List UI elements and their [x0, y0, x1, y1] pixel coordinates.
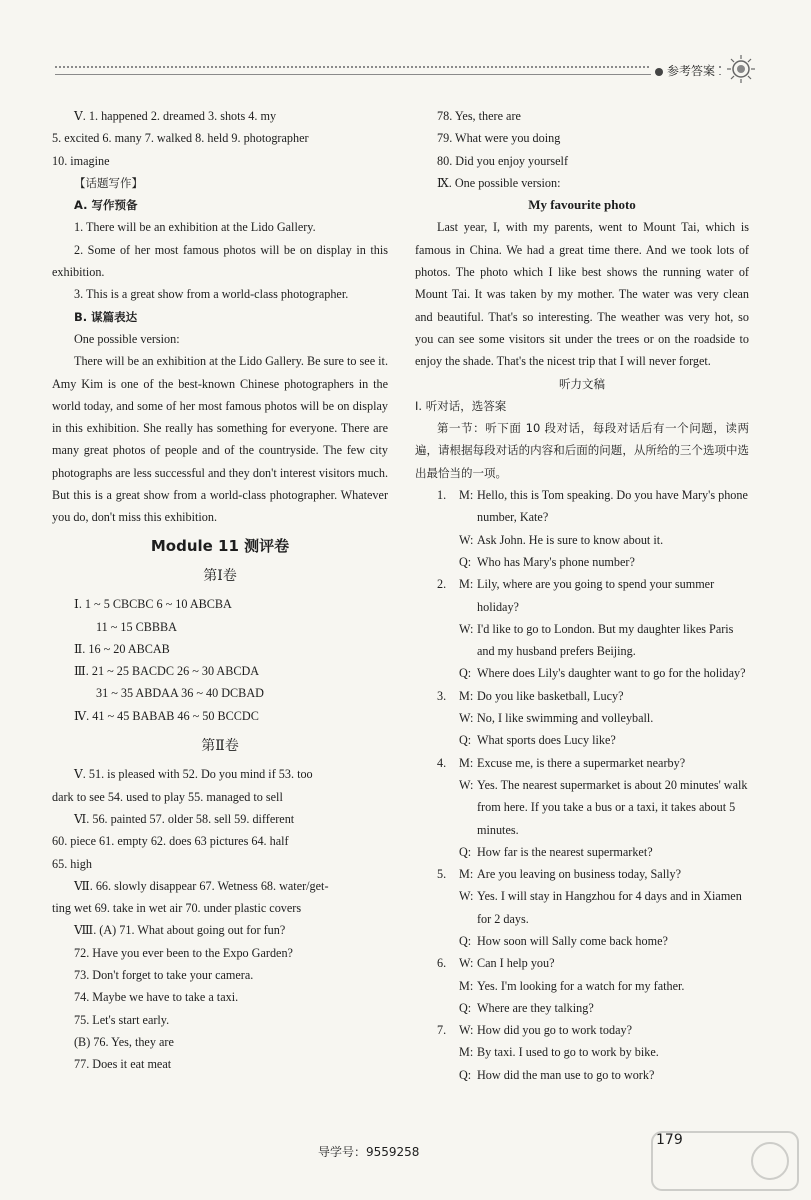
- dialogue-number: [437, 885, 459, 930]
- dialogue-line: [415, 1064, 749, 1086]
- volume-2-title: 第Ⅱ卷: [201, 738, 239, 755]
- prep-item: 3. This is a great show from a world-class photographer.: [74, 287, 349, 302]
- speaker-label: Q:: [459, 1067, 472, 1082]
- dialogue-number: [437, 774, 459, 841]
- answer-line: Ⅲ. 21 ~ 25 BACDC 26 ~ 30 ABCDA: [74, 664, 260, 679]
- right-column: [415, 105, 749, 1086]
- speaker-label: W:: [459, 889, 474, 904]
- volume-1-title: 第Ⅰ卷: [203, 567, 237, 584]
- dialogue-text: Where are they talking?: [477, 1000, 594, 1015]
- dialogue-line: [415, 841, 749, 863]
- dialogue-number: [437, 551, 459, 573]
- answer-line: 5. excited 6. many 7. walked 8. held 9. photographer: [52, 131, 309, 146]
- dialogue-number: 4.: [437, 755, 447, 770]
- speaker-label: W:: [459, 532, 474, 547]
- answer-line: 73. Don't forget to take your camera.: [74, 967, 254, 982]
- dialogue-number: [437, 662, 459, 684]
- dialogue-line: [415, 573, 749, 618]
- dialogue-line: [415, 618, 749, 663]
- speaker-label: W:: [459, 621, 474, 636]
- speaker-label: Q:: [459, 733, 472, 748]
- dialogue-text: Yes. The nearest supermarket is about 20 minutes' walk from here. If you take a bus or a taxi, it takes about 5 minutes.: [477, 777, 748, 837]
- dialogue-number: 2.: [437, 577, 447, 592]
- answer-line: Ⅰ. 1 ~ 5 CBCBC 6 ~ 10 ABCBA: [74, 597, 232, 612]
- dialogue-line: [415, 1019, 749, 1041]
- listening-title: 听力文稿: [559, 376, 605, 391]
- answer-line: (B) 76. Yes, they are: [74, 1034, 174, 1049]
- compose-heading: B. 谋篇表达: [74, 309, 138, 324]
- dialogue-text: Lily, where are you going to spend your summer holiday?: [477, 577, 715, 614]
- bullet-icon: [655, 68, 663, 76]
- prep-heading: A. 写作预备: [74, 198, 138, 213]
- dialogue-number: 5.: [437, 867, 447, 882]
- module-title: Module 11 测评卷: [150, 536, 290, 555]
- answer-line: 78. Yes, there are: [437, 109, 521, 123]
- page-number: 179: [656, 1132, 683, 1148]
- answer-line: 77. Does it eat meat: [74, 1057, 172, 1072]
- dialogue-text: I'd like to go to London. But my daughter likes Paris and my husband prefers Beijing.: [477, 621, 734, 659]
- dialogue-number: [437, 618, 459, 663]
- dialogue-text: How did you go to work today?: [477, 1023, 633, 1038]
- speaker-label: Q:: [459, 554, 472, 569]
- answer-line: Ⅶ. 66. slowly disappear 67. Wetness 68. water/get-: [74, 878, 329, 893]
- speaker-label: Q:: [459, 666, 472, 681]
- dialogue-text: Can I help you?: [477, 956, 555, 971]
- essay-title: My favourite photo: [528, 197, 636, 213]
- answer-line: 74. Maybe we have to take a taxi.: [74, 990, 239, 1005]
- dialogue-line: [415, 729, 749, 751]
- dialogue-number: 6.: [437, 956, 447, 971]
- answer-line: 11 ~ 15 CBBBA: [96, 619, 177, 634]
- dialogue-line: [415, 975, 749, 997]
- speaker-label: M:: [459, 577, 474, 592]
- dialogue-number: 3.: [437, 688, 447, 703]
- dialogue-text: Hello, this is Tom speaking. Do you have Mary's phone number, Kate?: [477, 488, 748, 525]
- dialogue-number: 7.: [437, 1023, 447, 1038]
- answer-line: Ⅵ. 56. painted 57. older 58. sell 59. different: [74, 811, 295, 826]
- dialogue-number: [437, 841, 459, 863]
- speaker-label: M:: [459, 1045, 474, 1060]
- answer-line: 31 ~ 35 ABDAA 36 ~ 40 DCBAD: [96, 686, 264, 701]
- answer-line: dark to see 54. used to play 55. managed to sell: [52, 789, 283, 804]
- dialogue-text: Yes. I'm looking for a watch for my father.: [477, 978, 685, 993]
- dialogue-text: Excuse me, is there a supermarket nearby?: [477, 755, 686, 770]
- watermark-logo: [650, 1130, 800, 1192]
- dialogue-text: Yes. I will stay in Hangzhou for 4 days and in Xiamen for 2 days.: [477, 889, 742, 926]
- dialogue-line: [415, 752, 749, 774]
- speaker-label: W:: [459, 711, 474, 726]
- answer-line: Ⅷ. (A) 71. What about going out for fun?: [74, 923, 286, 938]
- dialogue-text: By taxi. I used to go to work by bike.: [477, 1045, 659, 1060]
- dialogue-line: [415, 863, 749, 885]
- answer-line: Ⅳ. 41 ~ 45 BABAB 46 ~ 50 BCCDC: [74, 708, 259, 723]
- dialogue-line: [415, 952, 749, 974]
- dialogue-text: Who has Mary's phone number?: [477, 554, 635, 569]
- guide-number: 导学号：9559258: [318, 1145, 420, 1159]
- dialogue-line: [415, 997, 749, 1019]
- dialogue-line: [415, 1041, 749, 1063]
- dialogue-number: [437, 975, 459, 997]
- dialogue-line: [415, 551, 749, 573]
- speaker-label: M:: [459, 867, 474, 882]
- answer-line: 79. What were you doing: [437, 131, 561, 146]
- left-column: [52, 105, 388, 1075]
- answer-line: Ⅴ. 1. happened 2. dreamed 3. shots 4. my: [74, 109, 277, 123]
- dialogue-number: [437, 1064, 459, 1086]
- answer-line: 60. piece 61. empty 62. does 63 pictures 64. half: [52, 834, 289, 849]
- dialogue-list: [415, 484, 749, 1086]
- dialogue-number: [437, 930, 459, 952]
- header-label: 参考答案: [651, 62, 719, 79]
- dialogue-text: Do you like basketball, Lucy?: [477, 688, 624, 703]
- speaker-label: W:: [459, 956, 474, 971]
- topic-writing-heading: 【话题写作】: [74, 175, 143, 190]
- speaker-label: Q:: [459, 933, 472, 948]
- dialogue-text: How far is the nearest supermarket?: [477, 844, 653, 859]
- dialogue-text: What sports does Lucy like?: [477, 733, 616, 748]
- answer-line: 65. high: [52, 856, 92, 871]
- dialogue-line: [415, 885, 749, 930]
- speaker-label: M:: [459, 978, 474, 993]
- dialogue-number: [437, 997, 459, 1019]
- answer-line: 72. Have you ever been to the Expo Garden?: [74, 945, 293, 960]
- answer-line: 10. imagine: [52, 153, 110, 168]
- dialogue-number: [437, 729, 459, 751]
- dialogue-text: Are you leaving on business today, Sally?: [477, 867, 681, 882]
- essay-paragraph: There will be an exhibition at the Lido Gallery. Be sure to see it. Amy Kim is one of the best-known Chinese photographers in the world today, and some of her most famous photos will be on display in this exhibition. She really has something for everyone. There are many great photos of people and of the countryside. The few city photographs are less successful and they don't interest visitors much. But this is a great show from a world-class photographer. Whatever you do, don't miss this exhibition.: [52, 354, 388, 525]
- dialogue-number: [437, 529, 459, 551]
- header-rule: [55, 66, 721, 75]
- answer-line: Ⅸ. One possible version:: [437, 175, 561, 190]
- speaker-label: Q:: [459, 1000, 472, 1015]
- dialogue-line: [415, 774, 749, 841]
- speaker-label: Q:: [459, 844, 472, 859]
- speaker-label: M:: [459, 755, 474, 770]
- answer-line: ting wet 69. take in wet air 70. under plastic covers: [52, 901, 302, 916]
- essay-paragraph: Last year, I, with my parents, went to Mount Tai, which is famous in China. We had a great time there. And we took lots of photos. The photo which I like best shows the running water of Mount Tai. It was taken by my mother. The water was very clean and beautiful. That's so interesting. The weather was very hot, so you can see some visitors sit under the trees or on the roadside to enjoy the shade. That's the nicest trip that I will never forget.: [415, 220, 749, 369]
- dialogue-text: How soon will Sally come back home?: [477, 933, 668, 948]
- dialogue-text: Ask John. He is sure to know about it.: [477, 532, 664, 547]
- possible-version-label: One possible version:: [74, 331, 180, 346]
- dialogue-line: [415, 662, 749, 684]
- dialogue-text: How did the man use to go to work?: [477, 1067, 655, 1082]
- prep-item: 2. Some of her most famous photos will be on display in this exhibition.: [52, 242, 388, 280]
- answer-line: 80. Did you enjoy yourself: [437, 153, 568, 168]
- answer-line: Ⅴ. 51. is pleased with 52. Do you mind if 53. too: [74, 767, 313, 782]
- answer-line: Ⅱ. 16 ~ 20 ABCAB: [74, 641, 170, 656]
- speaker-label: W:: [459, 1023, 474, 1038]
- section-heading: Ⅰ. 听对话，选答案: [415, 398, 507, 413]
- dialogue-line: [415, 930, 749, 952]
- dialogue-line: [415, 529, 749, 551]
- dialogue-line: [415, 707, 749, 729]
- sun-logo-icon: [726, 54, 756, 84]
- prep-item: 1. There will be an exhibition at the Lido Gallery.: [74, 220, 316, 235]
- speaker-label: M:: [459, 488, 474, 503]
- dialogue-number: [437, 707, 459, 729]
- dialogue-number: [437, 1041, 459, 1063]
- dialogue-number: 1.: [437, 488, 447, 503]
- instructions: 第一节：听下面 10 段对话，每段对话后有一个问题，读两遍，请根据每段对话的内容和后面的问题，从所给的三个选项中选出最恰当的一项。: [415, 421, 749, 480]
- dialogue-line: [415, 685, 749, 707]
- answer-line: 75. Let's start early.: [74, 1012, 170, 1027]
- dialogue-text: No, I like swimming and volleyball.: [477, 711, 654, 726]
- dialogue-line: [415, 484, 749, 529]
- speaker-label: M:: [459, 688, 474, 703]
- speaker-label: W:: [459, 777, 474, 792]
- dialogue-text: Where does Lily's daughter want to go for the holiday?: [477, 666, 746, 681]
